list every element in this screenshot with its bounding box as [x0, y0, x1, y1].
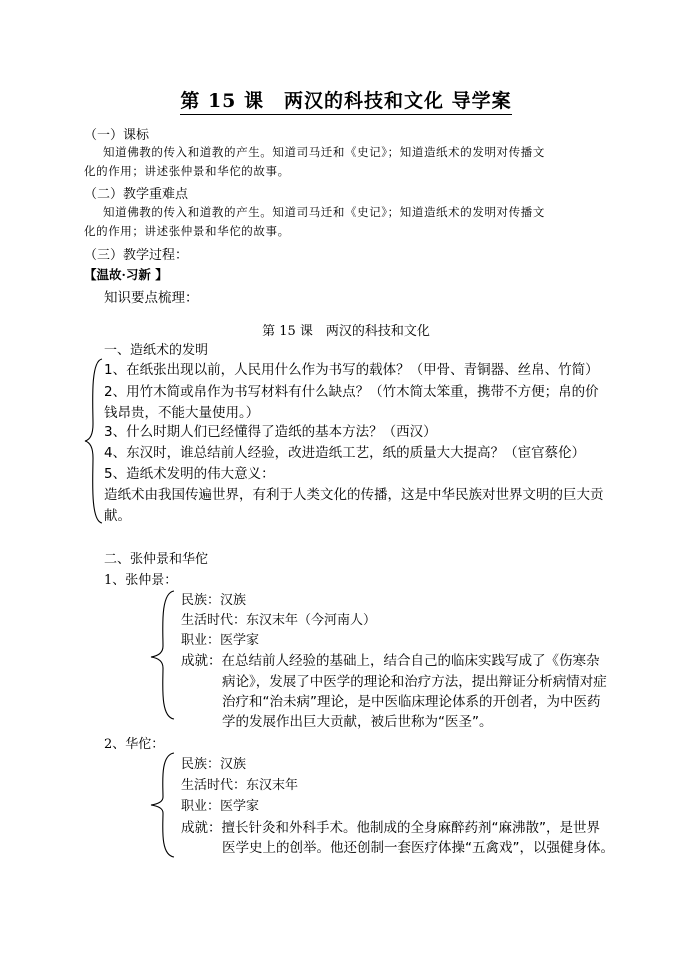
paper-item-3: 3、什么时期人们已经懂得了造纸的基本方法？（西汉） — [104, 424, 437, 440]
zhang-achievement-1: 成就：在总结前人经验的基础上，结合自己的临床实践写成了《伤寒杂 — [181, 653, 600, 669]
keypoints-line-1: 知道佛教的传入和道教的产生。知道司马迁和《史记》；知道造纸术的发明对传播文 — [103, 205, 545, 219]
paper-significance: 造纸术由我国传遍世界，有利于人类文化的传播，这是中华民族对世界文明的巨大贡 — [104, 487, 604, 503]
lesson-subtitle: 第 15 课 两汉的科技和文化 — [262, 324, 430, 339]
hua-job: 职业：医学家 — [181, 799, 260, 814]
section-standards-heading: （一）课标 — [84, 128, 150, 143]
doctors-heading: 二、张仲景和华佗 — [104, 552, 209, 567]
section-process-heading: （三）教学过程： — [84, 248, 189, 263]
zhang-name: 1、张仲景： — [104, 573, 178, 588]
standards-line-2: 化的作用；讲述张仲景和华佗的故事。 — [84, 164, 290, 178]
zhang-era: 生活时代：东汉末年（今河南人） — [181, 613, 377, 628]
paper-item-2: 2、用竹木简或帛作为书写材料有什么缺点？（竹木简太笨重，携带不方便；帛的价 — [104, 384, 599, 400]
paper-item-4: 4、东汉时，谁总结前人经验，改进造纸工艺，纸的质量大大提高？（宦官蔡伦） — [104, 445, 586, 461]
standards-line-1: 知道佛教的传入和道教的产生。知道司马迁和《史记》；知道造纸术的发明对传播文 — [103, 145, 545, 159]
paper-item-5: 5、造纸术发明的伟大意义： — [104, 466, 275, 482]
paper-left-brace — [84, 358, 106, 524]
section-keypoints-heading: （二）教学重难点 — [84, 187, 189, 202]
paper-heading: 一、造纸术的发明 — [104, 343, 209, 358]
paper-item-1: 1、在纸张出现以前，人民用什么作为书写的载体？（甲骨、青铜器、丝帛、竹简） — [104, 362, 599, 378]
zhang-job: 职业：医学家 — [181, 633, 260, 648]
hua-left-brace — [150, 752, 178, 858]
hua-name: 2、华佗： — [104, 737, 165, 752]
zhang-achievement-4: 学的发展作出巨大贡献，被后世称为“医圣”。 — [222, 714, 493, 730]
zhang-achievement-3: 治疗和“治未病”理论，是中医临床理论体系的开创者，为中医药 — [222, 694, 601, 710]
hua-achievement-1: 成就：擅长针灸和外科手术。他制成的全身麻醉药剂“麻沸散”，是世界 — [181, 820, 600, 836]
review-label: 【温故·习新 】 — [84, 267, 168, 282]
knowledge-label: 知识要点梳理： — [104, 290, 199, 306]
hua-ethnicity: 民族：汉族 — [181, 757, 247, 772]
zhang-left-brace — [150, 590, 178, 720]
zhang-ethnicity: 民族：汉族 — [181, 593, 247, 608]
paper-significance-cont: 献。 — [104, 508, 131, 524]
page-title — [0, 86, 692, 113]
zhang-achievement-2: 病论》，发展了中医学的理论和治疗方法，提出辩证分析病情对症 — [222, 674, 607, 690]
keypoints-line-2: 化的作用；讲述张仲景和华佗的故事。 — [84, 224, 290, 238]
page-title-text: 第 15 课 两汉的科技和文化 导学案 — [180, 90, 511, 115]
hua-era: 生活时代：东汉末年 — [181, 778, 299, 793]
paper-item-2-cont: 钱昂贵，不能大量使用。） — [104, 405, 260, 421]
hua-achievement-2: 医学史上的创举。他还创制一套医疗体操“五禽戏”，以强健身体。 — [222, 840, 614, 856]
